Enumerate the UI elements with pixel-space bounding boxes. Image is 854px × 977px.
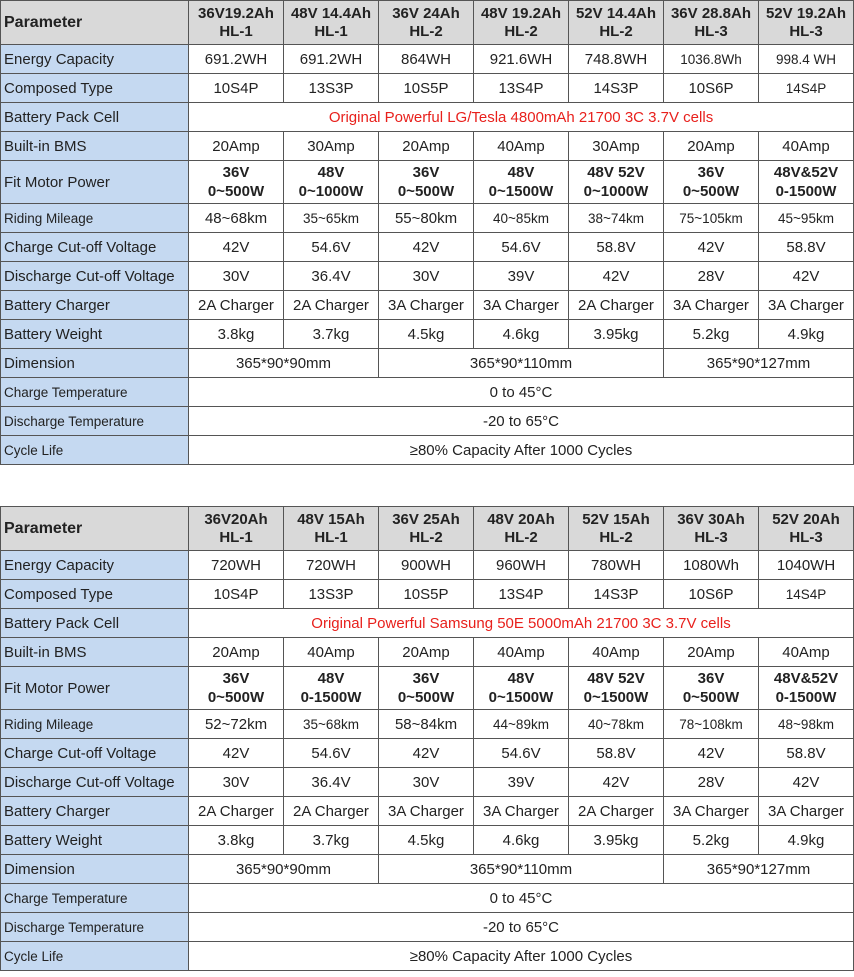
charger-value: 3A Charger xyxy=(379,291,474,320)
row-label: Dimension xyxy=(1,349,189,378)
model-header xyxy=(189,507,284,551)
model-code: HL-1 xyxy=(314,22,348,40)
row-label: Discharge Cut-off Voltage xyxy=(1,768,189,797)
row-label: Fit Motor Power xyxy=(1,667,189,710)
model-voltage-capacity: 36V 24Ah xyxy=(392,4,460,22)
charge-cutoff-value: 54.6V xyxy=(474,739,569,768)
motor-wattage: 0~500W xyxy=(207,689,265,706)
model-header xyxy=(379,1,474,45)
cycle-life-value: ≥80% Capacity After 1000 Cycles xyxy=(189,436,854,465)
dimension-value: 365*90*127mm xyxy=(664,855,854,884)
energy-capacity-value: 720WH xyxy=(189,551,284,580)
dimension-value: 365*90*90mm xyxy=(189,349,379,378)
charger-value: 2A Charger xyxy=(284,797,379,826)
energy-capacity-value: 921.6WH xyxy=(474,45,569,74)
row-label: Charge Temperature xyxy=(1,884,189,913)
mileage-value: 48~98km xyxy=(759,710,854,739)
discharge-cutoff-value: 30V xyxy=(189,768,284,797)
row-label: Composed Type xyxy=(1,74,189,103)
row-label: Battery Charger xyxy=(1,291,189,320)
discharge-temperature-row xyxy=(1,407,854,436)
mileage-value: 78~108km xyxy=(664,710,759,739)
charger-value: 3A Charger xyxy=(474,797,569,826)
energy-capacity-value: 780WH xyxy=(569,551,664,580)
motor-power-value xyxy=(189,161,284,204)
built-in-bms-row xyxy=(1,638,854,667)
built-in-bms-row xyxy=(1,132,854,161)
fit-motor-power-row xyxy=(1,667,854,710)
row-label: Energy Capacity xyxy=(1,45,189,74)
charge-cutoff-value: 42V xyxy=(379,233,474,262)
composed-type-value: 10S4P xyxy=(189,580,284,609)
motor-power-value xyxy=(284,161,379,204)
model-header xyxy=(284,507,379,551)
motor-voltage: 48V xyxy=(507,164,535,181)
weight-value: 3.95kg xyxy=(569,826,664,855)
bms-value: 30Amp xyxy=(284,132,379,161)
dimension-value: 365*90*110mm xyxy=(379,349,664,378)
weight-value: 3.7kg xyxy=(284,320,379,349)
battery-weight-row xyxy=(1,826,854,855)
row-label: Cycle Life xyxy=(1,942,189,971)
model-voltage-capacity: 52V 14.4Ah xyxy=(575,4,657,22)
row-label: Dimension xyxy=(1,855,189,884)
motor-power-value xyxy=(664,161,759,204)
row-label: Charge Cut-off Voltage xyxy=(1,233,189,262)
dimension-value: 365*90*90mm xyxy=(189,855,379,884)
charge-cutoff-value: 42V xyxy=(189,233,284,262)
row-label: Riding Mileage xyxy=(1,710,189,739)
model-voltage-capacity: 52V 15Ah xyxy=(582,510,650,528)
energy-capacity-value: 691.2WH xyxy=(189,45,284,74)
row-label: Riding Mileage xyxy=(1,204,189,233)
discharge-cutoff-value: 30V xyxy=(379,768,474,797)
energy-capacity-value: 1036.8Wh xyxy=(664,45,759,74)
model-code: HL-3 xyxy=(694,22,728,40)
model-header xyxy=(284,1,379,45)
model-code: HL-2 xyxy=(504,22,538,40)
bms-value: 40Amp xyxy=(284,638,379,667)
composed-type-row xyxy=(1,74,854,103)
motor-wattage: 0~1500W xyxy=(488,689,554,706)
mileage-value: 75~105km xyxy=(664,204,759,233)
charger-value: 3A Charger xyxy=(759,797,854,826)
charge-cutoff-voltage-row xyxy=(1,233,854,262)
weight-value: 3.8kg xyxy=(189,826,284,855)
charge-cutoff-voltage-row xyxy=(1,739,854,768)
motor-wattage: 0~1000W xyxy=(583,183,649,200)
row-label: Battery Weight xyxy=(1,826,189,855)
discharge-cutoff-value: 36.4V xyxy=(284,768,379,797)
model-header xyxy=(379,507,474,551)
weight-value: 4.9kg xyxy=(759,826,854,855)
discharge-cutoff-value: 30V xyxy=(379,262,474,291)
composed-type-value: 10S4P xyxy=(189,74,284,103)
charge-cutoff-value: 54.6V xyxy=(284,233,379,262)
bms-value: 20Amp xyxy=(379,132,474,161)
dimension-value: 365*90*127mm xyxy=(664,349,854,378)
charge-temperature-row xyxy=(1,378,854,407)
battery-charger-row xyxy=(1,291,854,320)
row-label: Charge Temperature xyxy=(1,378,189,407)
model-header xyxy=(189,1,284,45)
motor-voltage: 36V xyxy=(697,670,725,687)
energy-capacity-value: 900WH xyxy=(379,551,474,580)
motor-power-value xyxy=(189,667,284,710)
motor-power-value xyxy=(569,667,664,710)
motor-voltage: 36V xyxy=(412,670,440,687)
motor-power-value xyxy=(759,667,854,710)
model-header xyxy=(474,1,569,45)
energy-capacity-value: 864WH xyxy=(379,45,474,74)
model-voltage-capacity: 36V20Ah xyxy=(204,510,268,528)
model-code: HL-2 xyxy=(409,22,443,40)
discharge-cutoff-voltage-row xyxy=(1,262,854,291)
bms-value: 20Amp xyxy=(189,132,284,161)
dimension-row xyxy=(1,349,854,378)
fit-motor-power-row xyxy=(1,161,854,204)
charge-cutoff-value: 54.6V xyxy=(284,739,379,768)
model-voltage-capacity: 48V 15Ah xyxy=(297,510,365,528)
model-voltage-capacity: 36V 28.8Ah xyxy=(670,4,752,22)
mileage-value: 48~68km xyxy=(189,204,284,233)
charger-value: 2A Charger xyxy=(189,291,284,320)
spec-table-samsung xyxy=(0,506,854,971)
charger-value: 3A Charger xyxy=(664,291,759,320)
discharge-temperature-row xyxy=(1,913,854,942)
composed-type-value: 14S4P xyxy=(759,580,854,609)
riding-mileage-row xyxy=(1,204,854,233)
bms-value: 20Amp xyxy=(664,132,759,161)
energy-capacity-value: 720WH xyxy=(284,551,379,580)
header-row xyxy=(1,1,854,45)
row-label: Battery Weight xyxy=(1,320,189,349)
motor-power-value xyxy=(569,161,664,204)
discharge-cutoff-value: 28V xyxy=(664,262,759,291)
mileage-value: 40~78km xyxy=(569,710,664,739)
weight-value: 3.8kg xyxy=(189,320,284,349)
bms-value: 20Amp xyxy=(189,638,284,667)
model-header xyxy=(569,1,664,45)
charge-cutoff-value: 42V xyxy=(379,739,474,768)
model-voltage-capacity: 48V 14.4Ah xyxy=(290,4,372,22)
weight-value: 5.2kg xyxy=(664,320,759,349)
bms-value: 40Amp xyxy=(759,638,854,667)
charge-cutoff-value: 58.8V xyxy=(759,739,854,768)
composed-type-row xyxy=(1,580,854,609)
bms-value: 20Amp xyxy=(379,638,474,667)
charge-temperature-value: 0 to 45°C xyxy=(189,378,854,407)
motor-wattage: 0~500W xyxy=(207,183,265,200)
charger-value: 3A Charger xyxy=(759,291,854,320)
energy-capacity-value: 998.4 WH xyxy=(759,45,854,74)
weight-value: 4.6kg xyxy=(474,320,569,349)
cycle-life-row xyxy=(1,436,854,465)
battery-charger-row xyxy=(1,797,854,826)
weight-value: 3.95kg xyxy=(569,320,664,349)
charger-value: 3A Charger xyxy=(474,291,569,320)
mileage-value: 38~74km xyxy=(569,204,664,233)
model-code: HL-1 xyxy=(219,528,253,546)
discharge-cutoff-value: 39V xyxy=(474,768,569,797)
battery-pack-cell-row xyxy=(1,103,854,132)
weight-value: 4.5kg xyxy=(379,320,474,349)
charge-cutoff-value: 42V xyxy=(664,739,759,768)
energy-capacity-value: 960WH xyxy=(474,551,569,580)
energy-capacity-value: 691.2WH xyxy=(284,45,379,74)
model-header xyxy=(759,507,854,551)
motor-voltage: 48V&52V xyxy=(773,670,839,687)
motor-voltage: 48V&52V xyxy=(773,164,839,181)
row-label: Cycle Life xyxy=(1,436,189,465)
motor-voltage: 36V xyxy=(222,164,250,181)
discharge-cutoff-value: 39V xyxy=(474,262,569,291)
mileage-value: 35~65km xyxy=(284,204,379,233)
motor-wattage: 0~500W xyxy=(682,689,740,706)
charger-value: 3A Charger xyxy=(664,797,759,826)
row-label: Charge Cut-off Voltage xyxy=(1,739,189,768)
row-label: Built-in BMS xyxy=(1,132,189,161)
motor-wattage: 0-1500W xyxy=(775,183,837,200)
model-voltage-capacity: 48V 19.2Ah xyxy=(480,4,562,22)
charger-value: 3A Charger xyxy=(379,797,474,826)
discharge-cutoff-value: 28V xyxy=(664,768,759,797)
charger-value: 2A Charger xyxy=(569,291,664,320)
model-voltage-capacity: 36V 25Ah xyxy=(392,510,460,528)
charge-temperature-row xyxy=(1,884,854,913)
battery-weight-row xyxy=(1,320,854,349)
mileage-value: 52~72km xyxy=(189,710,284,739)
bms-value: 40Amp xyxy=(474,132,569,161)
composed-type-value: 13S4P xyxy=(474,580,569,609)
cycle-life-row xyxy=(1,942,854,971)
charger-value: 2A Charger xyxy=(189,797,284,826)
row-label: Fit Motor Power xyxy=(1,161,189,204)
energy-capacity-row xyxy=(1,45,854,74)
discharge-cutoff-value: 42V xyxy=(569,768,664,797)
model-code: HL-2 xyxy=(599,22,633,40)
charger-value: 2A Charger xyxy=(284,291,379,320)
motor-wattage: 0~1500W xyxy=(583,689,649,706)
motor-power-value xyxy=(759,161,854,204)
weight-value: 4.9kg xyxy=(759,320,854,349)
weight-value: 4.6kg xyxy=(474,826,569,855)
mileage-value: 44~89km xyxy=(474,710,569,739)
composed-type-value: 10S6P xyxy=(664,580,759,609)
composed-type-value: 14S3P xyxy=(569,74,664,103)
discharge-cutoff-value: 42V xyxy=(759,768,854,797)
motor-power-value xyxy=(664,667,759,710)
charge-cutoff-value: 42V xyxy=(664,233,759,262)
row-label: Discharge Temperature xyxy=(1,913,189,942)
row-label: Discharge Temperature xyxy=(1,407,189,436)
motor-voltage: 36V xyxy=(222,670,250,687)
row-label: Built-in BMS xyxy=(1,638,189,667)
model-header xyxy=(759,1,854,45)
model-voltage-capacity: 52V 20Ah xyxy=(772,510,840,528)
row-label: Battery Pack Cell xyxy=(1,609,189,638)
weight-value: 3.7kg xyxy=(284,826,379,855)
discharge-cutoff-value: 30V xyxy=(189,262,284,291)
discharge-cutoff-voltage-row xyxy=(1,768,854,797)
model-code: HL-3 xyxy=(789,22,823,40)
composed-type-value: 10S5P xyxy=(379,580,474,609)
row-label: Energy Capacity xyxy=(1,551,189,580)
mileage-value: 58~84km xyxy=(379,710,474,739)
mileage-value: 45~95km xyxy=(759,204,854,233)
energy-capacity-row xyxy=(1,551,854,580)
row-label: Battery Charger xyxy=(1,797,189,826)
charge-cutoff-value: 58.8V xyxy=(759,233,854,262)
discharge-cutoff-value: 42V xyxy=(569,262,664,291)
row-label: Battery Pack Cell xyxy=(1,103,189,132)
motor-power-value xyxy=(284,667,379,710)
motor-power-value xyxy=(379,161,474,204)
bms-value: 20Amp xyxy=(664,638,759,667)
charge-cutoff-value: 42V xyxy=(189,739,284,768)
motor-power-value xyxy=(379,667,474,710)
model-header xyxy=(664,507,759,551)
parameter-header: Parameter xyxy=(1,1,189,45)
charger-value: 2A Charger xyxy=(569,797,664,826)
row-label: Discharge Cut-off Voltage xyxy=(1,262,189,291)
model-header xyxy=(664,1,759,45)
mileage-value: 55~80km xyxy=(379,204,474,233)
motor-wattage: 0~1500W xyxy=(488,183,554,200)
bms-value: 40Amp xyxy=(759,132,854,161)
charge-cutoff-value: 58.8V xyxy=(569,233,664,262)
header-row xyxy=(1,507,854,551)
spec-table-lg-tesla xyxy=(0,0,854,465)
model-code: HL-2 xyxy=(599,528,633,546)
battery-pack-cell-value: Original Powerful LG/Tesla 4800mAh 21700 3C 3.7V cells xyxy=(189,103,854,132)
motor-wattage: 0-1500W xyxy=(775,689,837,706)
battery-pack-cell-value: Original Powerful Samsung 50E 5000mAh 21700 3C 3.7V cells xyxy=(189,609,854,638)
motor-voltage: 36V xyxy=(697,164,725,181)
energy-capacity-value: 1040WH xyxy=(759,551,854,580)
model-code: HL-2 xyxy=(504,528,538,546)
composed-type-value: 13S3P xyxy=(284,580,379,609)
model-header xyxy=(569,507,664,551)
mileage-value: 35~68km xyxy=(284,710,379,739)
riding-mileage-row xyxy=(1,710,854,739)
model-voltage-capacity: 48V 20Ah xyxy=(487,510,555,528)
weight-value: 5.2kg xyxy=(664,826,759,855)
motor-voltage: 48V xyxy=(507,670,535,687)
bms-value: 30Amp xyxy=(569,132,664,161)
discharge-cutoff-value: 36.4V xyxy=(284,262,379,291)
table-separator xyxy=(0,478,854,506)
dimension-value: 365*90*110mm xyxy=(379,855,664,884)
motor-wattage: 0~500W xyxy=(397,689,455,706)
motor-power-value xyxy=(474,161,569,204)
model-code: HL-3 xyxy=(789,528,823,546)
model-voltage-capacity: 36V19.2Ah xyxy=(198,4,274,22)
charge-cutoff-value: 54.6V xyxy=(474,233,569,262)
composed-type-value: 10S6P xyxy=(664,74,759,103)
motor-voltage: 48V xyxy=(317,670,345,687)
motor-voltage: 48V 52V xyxy=(587,164,645,181)
weight-value: 4.5kg xyxy=(379,826,474,855)
composed-type-value: 13S3P xyxy=(284,74,379,103)
model-code: HL-2 xyxy=(409,528,443,546)
dimension-row xyxy=(1,855,854,884)
composed-type-value: 14S3P xyxy=(569,580,664,609)
model-code: HL-1 xyxy=(314,528,348,546)
energy-capacity-value: 748.8WH xyxy=(569,45,664,74)
charge-cutoff-value: 58.8V xyxy=(569,739,664,768)
motor-wattage: 0~1000W xyxy=(298,183,364,200)
bms-value: 40Amp xyxy=(569,638,664,667)
motor-power-value xyxy=(474,667,569,710)
discharge-cutoff-value: 42V xyxy=(759,262,854,291)
motor-wattage: 0-1500W xyxy=(300,689,362,706)
composed-type-value: 13S4P xyxy=(474,74,569,103)
discharge-temperature-value: -20 to 65°C xyxy=(189,913,854,942)
motor-wattage: 0~500W xyxy=(397,183,455,200)
parameter-header: Parameter xyxy=(1,507,189,551)
composed-type-value: 10S5P xyxy=(379,74,474,103)
energy-capacity-value: 1080Wh xyxy=(664,551,759,580)
discharge-temperature-value: -20 to 65°C xyxy=(189,407,854,436)
charge-temperature-value: 0 to 45°C xyxy=(189,884,854,913)
model-code: HL-3 xyxy=(694,528,728,546)
model-voltage-capacity: 52V 19.2Ah xyxy=(765,4,847,22)
bms-value: 40Amp xyxy=(474,638,569,667)
model-voltage-capacity: 36V 30Ah xyxy=(677,510,745,528)
cycle-life-value: ≥80% Capacity After 1000 Cycles xyxy=(189,942,854,971)
battery-pack-cell-row xyxy=(1,609,854,638)
composed-type-value: 14S4P xyxy=(759,74,854,103)
mileage-value: 40~85km xyxy=(474,204,569,233)
motor-wattage: 0~500W xyxy=(682,183,740,200)
motor-voltage: 48V xyxy=(317,164,345,181)
motor-voltage: 36V xyxy=(412,164,440,181)
motor-voltage: 48V 52V xyxy=(587,670,645,687)
model-code: HL-1 xyxy=(219,22,253,40)
row-label: Composed Type xyxy=(1,580,189,609)
model-header xyxy=(474,507,569,551)
